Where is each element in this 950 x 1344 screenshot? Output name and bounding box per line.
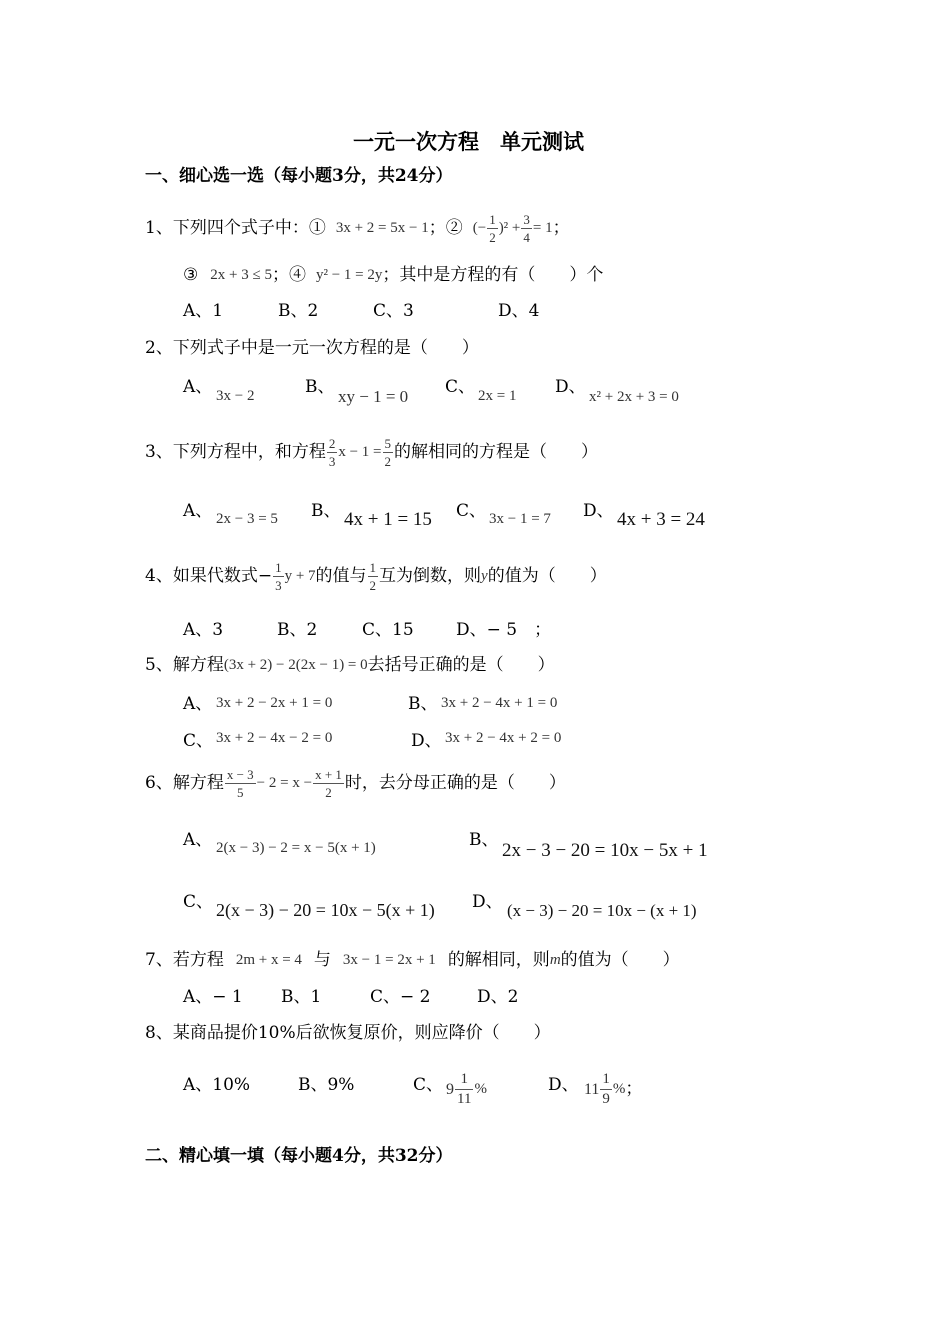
- q1-option-d: D、4: [498, 301, 540, 321]
- question-1-line-1: [145, 213, 570, 244]
- question-2-stem: 2、下列式子中是一元一次方程的是（ ）: [145, 338, 479, 358]
- q6-frac1-num: x − 3: [226, 767, 254, 782]
- q4-option-a: A、3: [183, 620, 224, 640]
- q2-option-b: xy − 1 = 0: [338, 387, 409, 406]
- q6-equation-mid: − 2 = x −: [256, 775, 313, 791]
- q3-option-a: 2x − 3 = 5: [216, 511, 278, 527]
- q1-option-a: A、1: [183, 301, 224, 321]
- q6-option-a: 2(x − 3) − 2 = x − 5(x + 1): [216, 840, 376, 856]
- q1-line2-prefix: ③: [183, 265, 199, 285]
- q3-label-a: A、: [183, 501, 213, 521]
- q1-equation-3: 2x + 3 ≤ 5: [210, 267, 272, 283]
- q4-prefix: 4、如果代数式−: [145, 566, 273, 586]
- q5-label-d: D、: [411, 731, 442, 751]
- q4-frac1-num: 1: [275, 560, 282, 575]
- q1-fraction-three-quarters: [521, 213, 532, 244]
- q2-label-d: D、: [555, 377, 586, 397]
- q2-option-d: x² + 2x + 3 = 0: [589, 389, 679, 405]
- q5-option-d: 3x + 2 − 4x + 2 = 0: [445, 730, 562, 746]
- q2-option-a: 3x − 2: [216, 388, 255, 404]
- q8-option-b: B、9%: [298, 1075, 355, 1095]
- q8-c-den: 11: [457, 1091, 472, 1107]
- q4-frac2-den: 2: [369, 578, 377, 593]
- q7-variable: m: [549, 952, 561, 968]
- q7-text: 的解相同，则: [447, 950, 550, 970]
- q1-frac2-den: 4: [523, 230, 530, 245]
- q3-option-b: 4x + 1 = 15: [344, 509, 432, 530]
- q1-tail: ；其中是方程的有（ ）个: [382, 265, 604, 285]
- q3-label-b: B、: [311, 501, 341, 521]
- q8-c-num: 1: [455, 1072, 473, 1090]
- question-4-stem: [145, 561, 607, 592]
- q4-text-4: 的值为（ ）: [487, 566, 607, 586]
- q2-label-c: C、: [445, 377, 476, 397]
- q7-suffix: 的值为（ ）: [560, 950, 680, 970]
- q7-mid: 与: [313, 950, 331, 970]
- q8-c-whole: 9: [446, 1080, 454, 1098]
- q6-frac1-den: 5: [237, 785, 244, 800]
- section-heading-2: 二、精心填一填（每小题4分，共32分）: [145, 1146, 453, 1166]
- q3-frac2-den: 2: [384, 454, 391, 469]
- q4-fraction-2: [368, 561, 379, 592]
- q6-label-c: C、: [183, 892, 214, 912]
- q1-equation-1: 3x + 2 = 5x − 1: [335, 220, 429, 236]
- q8-label-c: C、: [413, 1075, 444, 1095]
- question-3-stem: [145, 437, 598, 468]
- question-1-line-2: [183, 267, 603, 284]
- q5-prefix: 5、解方程: [145, 655, 224, 675]
- q7-equation-1: 2m + x = 4: [235, 952, 302, 968]
- q3-fraction-2: [383, 437, 394, 468]
- q6-fraction-2: [313, 768, 344, 799]
- q3-frac1-den: 3: [328, 454, 336, 469]
- q5-option-c: 3x + 2 − 4x − 2 = 0: [216, 730, 333, 746]
- q7-option-c: C、− 2: [370, 987, 431, 1007]
- q3-suffix: 的解相同的方程是（ ）: [394, 442, 598, 462]
- q2-option-c: 2x = 1: [478, 388, 517, 404]
- q1-frac1-den: 2: [489, 230, 496, 245]
- q8-d-percent: %: [612, 1081, 626, 1097]
- q7-prefix: 7、若方程: [145, 950, 224, 970]
- q5-label-b: B、: [408, 694, 438, 714]
- question-7-stem: [145, 952, 680, 969]
- page-title: 一元一次方程 单元测试: [353, 129, 584, 154]
- q3-fraction-1: [327, 437, 338, 468]
- q3-label-d: D、: [583, 501, 614, 521]
- q8-label-d: D、: [548, 1075, 579, 1095]
- q5-label-a: A、: [183, 694, 213, 714]
- q3-label-c: C、: [456, 501, 487, 521]
- q8-c-percent: %: [474, 1081, 487, 1097]
- q1-frac1-num: 1: [489, 212, 496, 227]
- q8-option-a: A、10%: [183, 1075, 251, 1095]
- q6-option-b: 2x − 3 − 20 = 10x − 5x + 1: [502, 840, 708, 861]
- q6-label-b: B、: [469, 830, 499, 850]
- q1-fraction-half: [487, 213, 498, 244]
- q1-equation-2-open: (−: [472, 220, 487, 236]
- q3-frac1-num: 2: [328, 436, 336, 451]
- q8-d-tail: ；: [625, 1079, 643, 1099]
- q4-frac1-den: 3: [275, 578, 282, 593]
- q4-variable: y: [481, 568, 488, 584]
- q3-frac2-num: 5: [384, 436, 391, 451]
- q2-label-b: B、: [305, 377, 335, 397]
- q4-option-b: B、2: [277, 620, 318, 640]
- section-heading-1: 一、细心选一选（每小题3分，共24分）: [145, 166, 453, 186]
- question-8-stem: 8、某商品提价10%后欲恢复原价，则应降价（ ）: [145, 1023, 551, 1043]
- q1-option-b: B、2: [278, 301, 319, 321]
- q8-c-fraction: [455, 1072, 473, 1107]
- q1-separator-2: ；: [552, 218, 570, 238]
- q1-frac2-num: 3: [523, 212, 530, 227]
- q7-equation-2: 3x − 1 = 2x + 1: [342, 952, 436, 968]
- q1-equation-2-end: = 1: [532, 220, 553, 236]
- q2-label-a: A、: [183, 377, 213, 397]
- q6-option-d: (x − 3) − 20 = 10x − (x + 1): [507, 901, 697, 920]
- q6-frac2-den: 2: [325, 785, 332, 800]
- q8-d-den: 9: [602, 1091, 610, 1107]
- q5-label-c: C、: [183, 731, 214, 751]
- q5-option-a: 3x + 2 − 2x + 1 = 0: [216, 695, 333, 711]
- q6-suffix: 时，去分母正确的是（ ）: [344, 773, 566, 793]
- q1-prefix: 1、下列四个式子中：①: [145, 218, 326, 238]
- q6-label-d: D、: [472, 892, 503, 912]
- q6-label-a: A、: [183, 830, 213, 850]
- q6-fraction-1: [225, 768, 256, 799]
- q8-d-whole: 11: [584, 1080, 600, 1098]
- q6-option-c: 2(x − 3) − 20 = 10x − 5(x + 1): [216, 900, 435, 920]
- q5-suffix: 去括号正确的是（ ）: [367, 655, 555, 675]
- q5-option-b: 3x + 2 − 4x + 1 = 0: [441, 695, 558, 711]
- q7-option-d: D、2: [477, 987, 519, 1007]
- q8-option-c: [446, 1072, 487, 1107]
- q1-option-c: C、3: [373, 301, 414, 321]
- question-5-stem: [145, 657, 555, 674]
- q4-option-d: D、− 5 ；: [456, 620, 552, 640]
- q1-equation-4: y² − 1 = 2y: [315, 267, 383, 283]
- q8-option-d: [584, 1072, 642, 1107]
- q8-d-num: 1: [600, 1072, 612, 1090]
- q4-text-2: 的值与: [315, 566, 367, 586]
- q8-d-fraction: [600, 1072, 612, 1107]
- q6-frac2-num: x + 1: [315, 767, 342, 782]
- q4-frac2-num: 1: [369, 560, 377, 575]
- q4-fraction-1: [273, 561, 284, 592]
- q5-equation: (3x + 2) − 2(2x − 1) = 0: [223, 657, 368, 673]
- q1-separator-1: ；②: [428, 218, 463, 238]
- q3-equation-mid: x − 1 =: [338, 444, 382, 460]
- q7-option-b: B、1: [281, 987, 322, 1007]
- q6-prefix: 6、解方程: [145, 773, 224, 793]
- question-6-stem: [145, 768, 566, 799]
- q3-option-c: 3x − 1 = 7: [489, 511, 551, 527]
- q3-prefix: 3、下列方程中，和方程: [145, 442, 326, 462]
- q1-equation-2-mid: )² +: [498, 220, 521, 236]
- q1-separator-3: ；④: [271, 265, 306, 285]
- q7-option-a: A、− 1: [183, 987, 243, 1007]
- q4-text-3: 互为倒数，则: [379, 566, 482, 586]
- q4-expression: y + 7: [284, 568, 316, 584]
- q3-option-d: 4x + 3 = 24: [617, 509, 705, 530]
- q4-option-c: C、15: [362, 620, 414, 640]
